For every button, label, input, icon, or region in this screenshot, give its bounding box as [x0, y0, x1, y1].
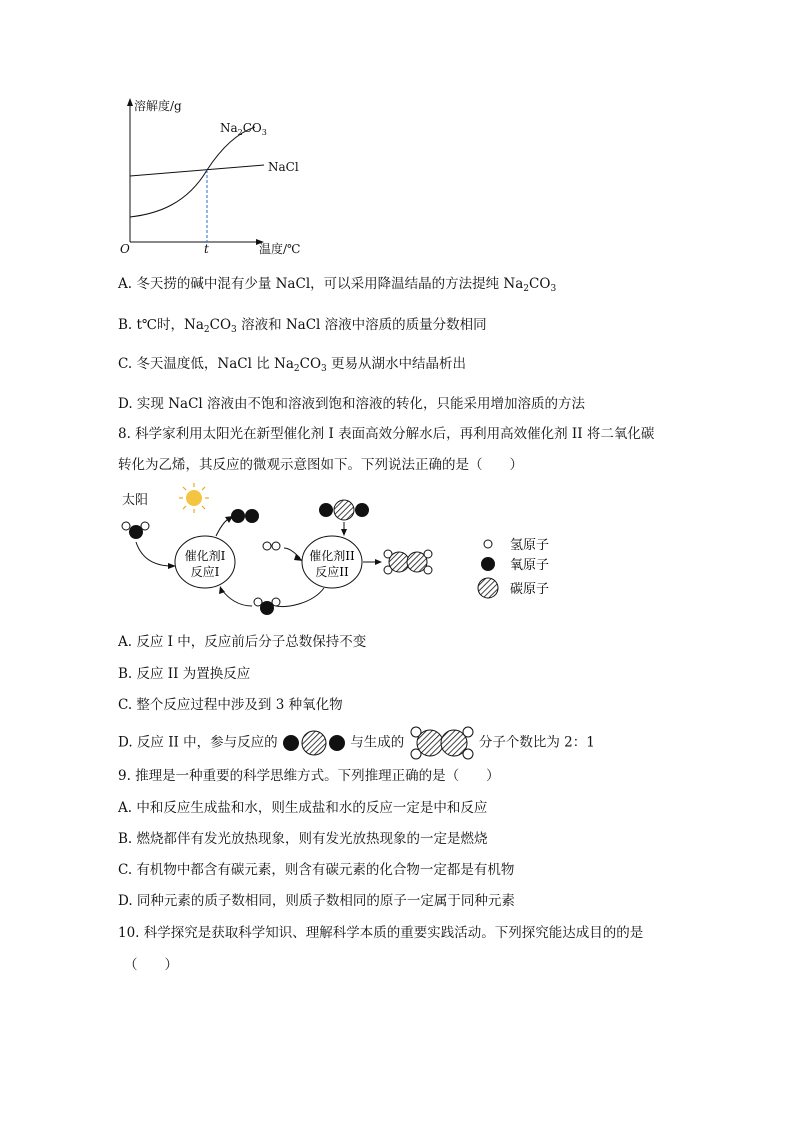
catalyst-1-line1: 催化剂I [184, 549, 226, 563]
sun-icon [179, 483, 209, 513]
y-axis-label: 溶解度/g [134, 99, 182, 113]
q10-stem-line1: 10. 科学探究是获取科学知识、理解科学本质的重要实践活动。下列探究能达成目的的是 [118, 925, 644, 941]
series-label-nacl: NaCl [268, 160, 299, 174]
catalyst-2-line1: 催化剂II [309, 549, 355, 563]
q7-option-a: A. 冬天捞的碱中混有少量 NaCl，可以采用降温结晶的方法提纯 $Na_2CO_3$ [118, 276, 557, 294]
q8-option-d: D. 反应 II 中，参与反应的 与生成的 分子个数比为 2：1 [118, 725, 595, 759]
q10-stem-line2: （ ） [124, 957, 178, 973]
q9-option-a: A. 中和反应生成盐和水，则生成盐和水的反应一定是中和反应 [118, 800, 488, 816]
q7-option-c: C. 冬天温度低，NaCl 比 $Na_2CO_3$ 更易从湖水中结晶析出 [118, 356, 467, 374]
co2-molecule [319, 500, 369, 520]
legend [478, 538, 549, 598]
x-tick-label-t: t [204, 242, 209, 256]
x-axis-label: 温度/℃ [259, 242, 301, 256]
series-nacl-line [130, 165, 264, 176]
q8-option-a: A. 反应 I 中，反应前后分子总数保持不变 [118, 634, 367, 650]
q9-option-b: B. 燃烧都伴有发光放热现象，则有发光放热现象的一定是燃烧 [118, 831, 488, 847]
legend-hydrogen-icon [484, 540, 492, 548]
q9-option-d: D. 同种元素的质子数相同，则质子数相同的原子一定属于同种元素 [118, 893, 515, 909]
reaction-diagram [112, 482, 572, 622]
legend-oxygen-label: 氧原子 [510, 558, 550, 573]
q8-option-b: B. 反应 II 为置换反应 [118, 666, 251, 682]
origin-label: O [120, 242, 130, 256]
q8-option-c: C. 整个反应过程中涉及到 3 种氧化物 [118, 697, 343, 713]
hydrogen-molecule [263, 542, 280, 550]
co2-molecule-inline [282, 730, 346, 756]
q8-stem-line2: 转化为乙烯，其反应的微观示意图如下。下列说法正确的是（ ） [118, 457, 523, 473]
ethylene-molecule-inline [409, 725, 475, 761]
q8-stem-line1: 8. 科学家利用太阳光在新型催化剂 I 表面高效分解水后，再利用高效催化剂 II 将二氧化碳 [118, 426, 655, 442]
y-axis-arrow [127, 98, 133, 106]
solubility-chart [112, 96, 312, 260]
oxygen-molecule-out [231, 509, 259, 523]
ethylene-molecule [384, 550, 432, 574]
legend-hydrogen-label: 氢原子 [510, 538, 550, 553]
legend-oxygen-icon [481, 557, 495, 571]
legend-carbon-icon [478, 578, 498, 598]
sun-label: 太阳 [122, 493, 149, 508]
water-molecule-in [122, 522, 149, 539]
q9-stem: 9. 推理是一种重要的科学思维方式。下列推理正确的是（ ） [118, 768, 500, 784]
series-label-na2co3: $Na_2CO_3$ [220, 121, 267, 137]
catalyst-1-line2: 反应I [190, 565, 220, 579]
q7-option-d: D. 实现 NaCl 溶液由不饱和溶液到饱和溶液的转化，只能采用增加溶质的方法 [118, 396, 586, 412]
q7-option-b: B. t℃时，$Na_2CO_3$ 溶液和 NaCl 溶液中溶质的质量分数相同 [118, 317, 487, 335]
legend-carbon-label: 碳原子 [510, 582, 550, 597]
catalyst-2-line2: 反应II [315, 565, 349, 579]
series-na2co3-line [130, 127, 255, 217]
q9-option-c: C. 有机物中都含有碳元素，则含有碳元素的化合物一定都是有机物 [118, 862, 515, 878]
